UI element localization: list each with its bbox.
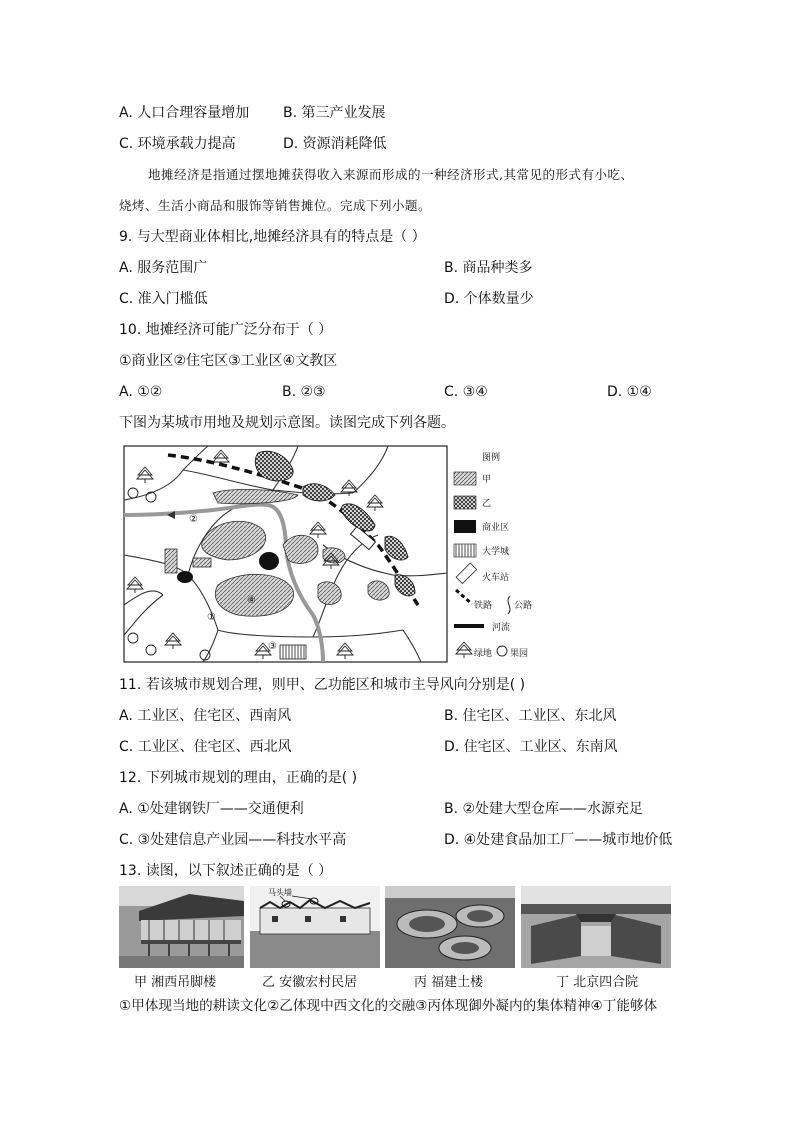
legend-university: 大学城 [482,547,510,557]
legend-road-swatch [508,596,510,614]
q9-option-a: A. 服务范围广 [119,260,208,276]
caption-ding: 丁 北京四合院 [556,975,639,990]
legend-jia: 甲 [482,475,492,485]
label-n2: ② [189,514,198,525]
q10-option-a: A. ①② [119,384,163,400]
legend-green: 绿地 [474,649,493,659]
q11-option-a: A. 工业区、住宅区、西南风 [119,708,292,724]
caption-jia: 甲 湘西吊脚楼 [134,975,217,990]
legend-station: 火车站 [482,573,510,583]
photo-huizhou-house [250,886,380,968]
legend-title: 图例 [482,453,501,463]
q11-option-d: D. 住宅区、工业区、东南风 [444,739,618,755]
map-intro: 下图为某城市用地及规划示意图。读图完成下列各题。 [119,415,455,431]
q10-option-c: C. ③④ [444,384,488,400]
legend-jia-swatch [454,472,476,485]
commercial-small [177,571,193,583]
legend-orchard: 果园 [510,649,529,659]
label-n4: ④ [247,595,256,606]
block-west [165,549,177,573]
photo-siheyuan [521,886,671,968]
city-map [123,445,448,663]
q12-option-a: A. ①处建钢铁厂——交通便利 [119,801,304,817]
q10-option-d: D. ①④ [607,384,652,400]
q10-stem: 10. 地摊经济可能广泛分布于（ ） [119,322,333,338]
legend-green-icon [456,642,472,658]
caption-yi: 乙 安徽宏村民居 [262,975,358,990]
label-n3: ③ [268,641,277,652]
legend-road: 公路 [514,601,533,611]
photo-label-matouqiang: 马头墙 [268,888,292,897]
legend-railway: 铁路 [474,601,493,611]
legend-university-swatch [454,544,476,557]
q8-option-b: B. 第三产业发展 [283,105,386,121]
q12-option-b: B. ②处建大型仓库——水源充足 [444,801,644,817]
q9-option-b: B. 商品种类多 [444,260,533,276]
passage-line-2: 烧烤、生活小商品和服饰等销售摊位。完成下列小题。 [119,198,432,213]
photo-tulou [385,886,515,968]
legend-commercial: 商业区 [482,523,510,533]
commercial-main [259,552,279,570]
q13-statements: ①甲体现当地的耕读文化②乙体现中西文化的交融③丙体现御外凝内的集体精神④丁能够体 [119,998,658,1014]
passage-line-1: 地摊经济是指通过摆地摊获得收入来源而形成的一种经济形式,其常见的形式有小吃、 [148,167,634,182]
q9-option-c: C. 准入门槛低 [119,291,208,307]
q11-stem: 11. 若该城市规划合理，则甲、乙功能区和城市主导风向分别是( ) [119,677,526,693]
q9-stem: 9. 与大型商业体相比,地摊经济具有的特点是（ ） [119,229,426,245]
q10-sub: ①商业区②住宅区③工业区④文教区 [119,353,338,369]
q8-option-d: D. 资源消耗降低 [283,136,387,152]
q9-option-d: D. 个体数量少 [444,291,534,307]
q10-option-b: B. ②③ [282,384,326,400]
legend-river-swatch [454,624,484,628]
q8-option-c: C. 环境承载力提高 [119,136,236,152]
label-n1: ① [207,612,216,623]
legend-station-swatch [456,563,477,584]
legend-railway-swatch [456,590,472,604]
legend-yi-swatch [454,496,476,509]
photo-stilt-house [119,886,244,968]
q12-option-d: D. ④处建食品加工厂——城市地价低 [444,832,673,848]
map-legend [452,448,562,664]
legend-commercial-swatch [454,520,476,533]
legend-yi: 乙 [482,499,492,509]
caption-bing: 丙 福建土楼 [414,975,484,990]
q11-option-b: B. 住宅区、工业区、东北风 [444,708,617,724]
legend-orchard-icon [497,646,507,656]
q13-stem: 13. 读图，以下叙述正确的是（ ） [119,863,333,879]
q12-option-c: C. ③处建信息产业园——科技水平高 [119,832,347,848]
q12-stem: 12. 下列城市规划的理由，正确的是( ) [119,770,358,786]
block-small [193,558,211,567]
q11-option-c: C. 工业区、住宅区、西北风 [119,739,292,755]
q8-option-a: A. 人口合理容量增加 [119,105,250,121]
legend-river: 河流 [492,623,511,633]
university [280,645,306,659]
